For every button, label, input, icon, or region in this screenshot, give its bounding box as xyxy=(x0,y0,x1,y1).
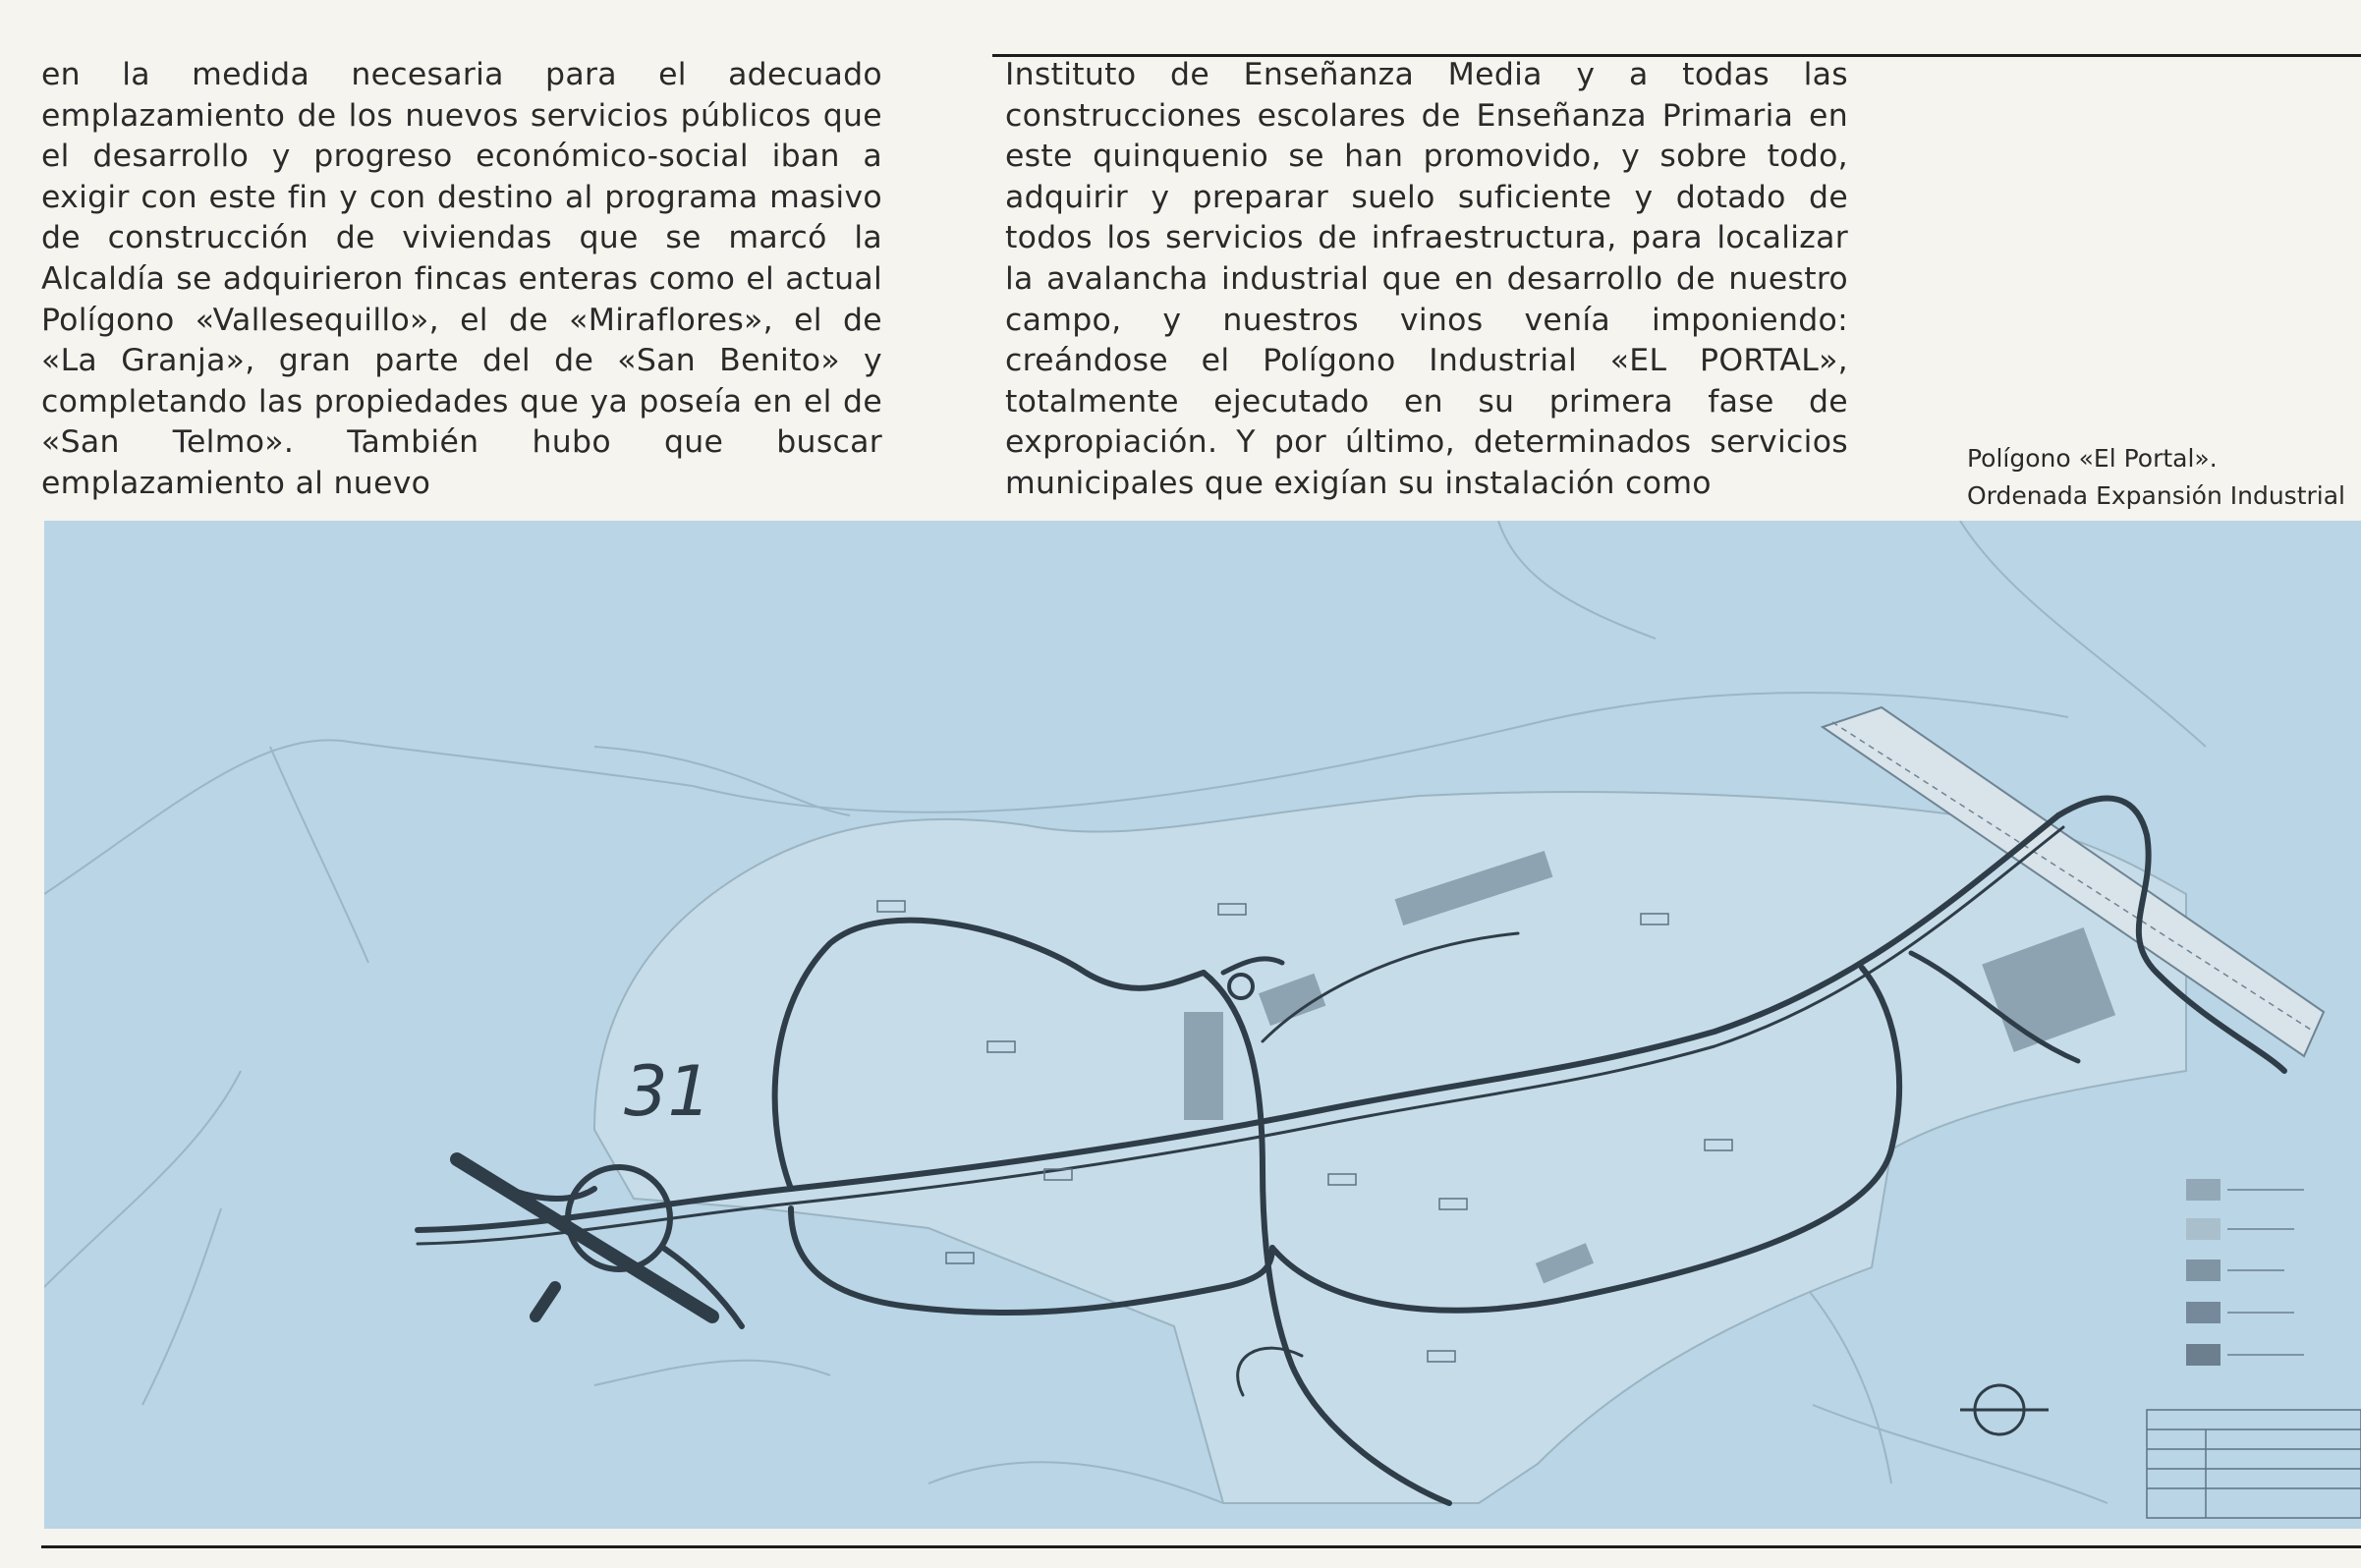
north-arrow xyxy=(1960,1385,2049,1434)
site-plan-drawing xyxy=(44,521,2361,1529)
plan-title-block xyxy=(2147,1410,2361,1518)
bottom-rule xyxy=(41,1545,2361,1548)
figure-caption xyxy=(1967,440,2361,515)
plan-legend xyxy=(2186,1179,2220,1366)
caption-line-2: Ordenada Expansión Industrial xyxy=(1967,481,2345,510)
caption-line-1: Polígono «El Portal». xyxy=(1967,444,2218,473)
article-column-middle xyxy=(1005,55,1848,505)
article-text-left: en la medida necesaria para el adecuado emplazamiento de los nuevos servicios públicos que el desarrollo y progreso económico-social iban a exigir con este fin y con destino al programa masivo de construcción de viviendas que se marcó la Alcaldía se adquirieron fincas enteras como el actual Polígono «Vallesequillo», el de «Miraflores», el de «La Granja», gran parte del de «San Benito» y completando las propiedades que ya poseía en el de «San Telmo». También hubo que buscar emplazamiento al nuevo xyxy=(41,57,882,501)
legend-text-lines xyxy=(2227,1190,2304,1355)
article-column-left xyxy=(41,55,882,505)
handwritten-number: 31 xyxy=(624,1051,712,1132)
site-plan-image xyxy=(44,521,2361,1529)
article-text-middle: Instituto de Enseñanza Media y a todas las construcciones escolares de Enseñanza Primaria en este quinquenio se han promovido, y sobre todo, adquirir y preparar suelo suficiente y dotado de todos los servicios de infraestructura, para localizar la avalancha industrial que en desarrollo de nuestro campo, y nuestros vinos venía imponiendo: creándose el Polígono Industrial «EL PORTAL», totalmente ejecutado en su primera fase de expropiación. Y por último, determinados servicios municipales que exigían su instalación como xyxy=(1005,57,1848,501)
site-boundary xyxy=(594,792,2186,1503)
